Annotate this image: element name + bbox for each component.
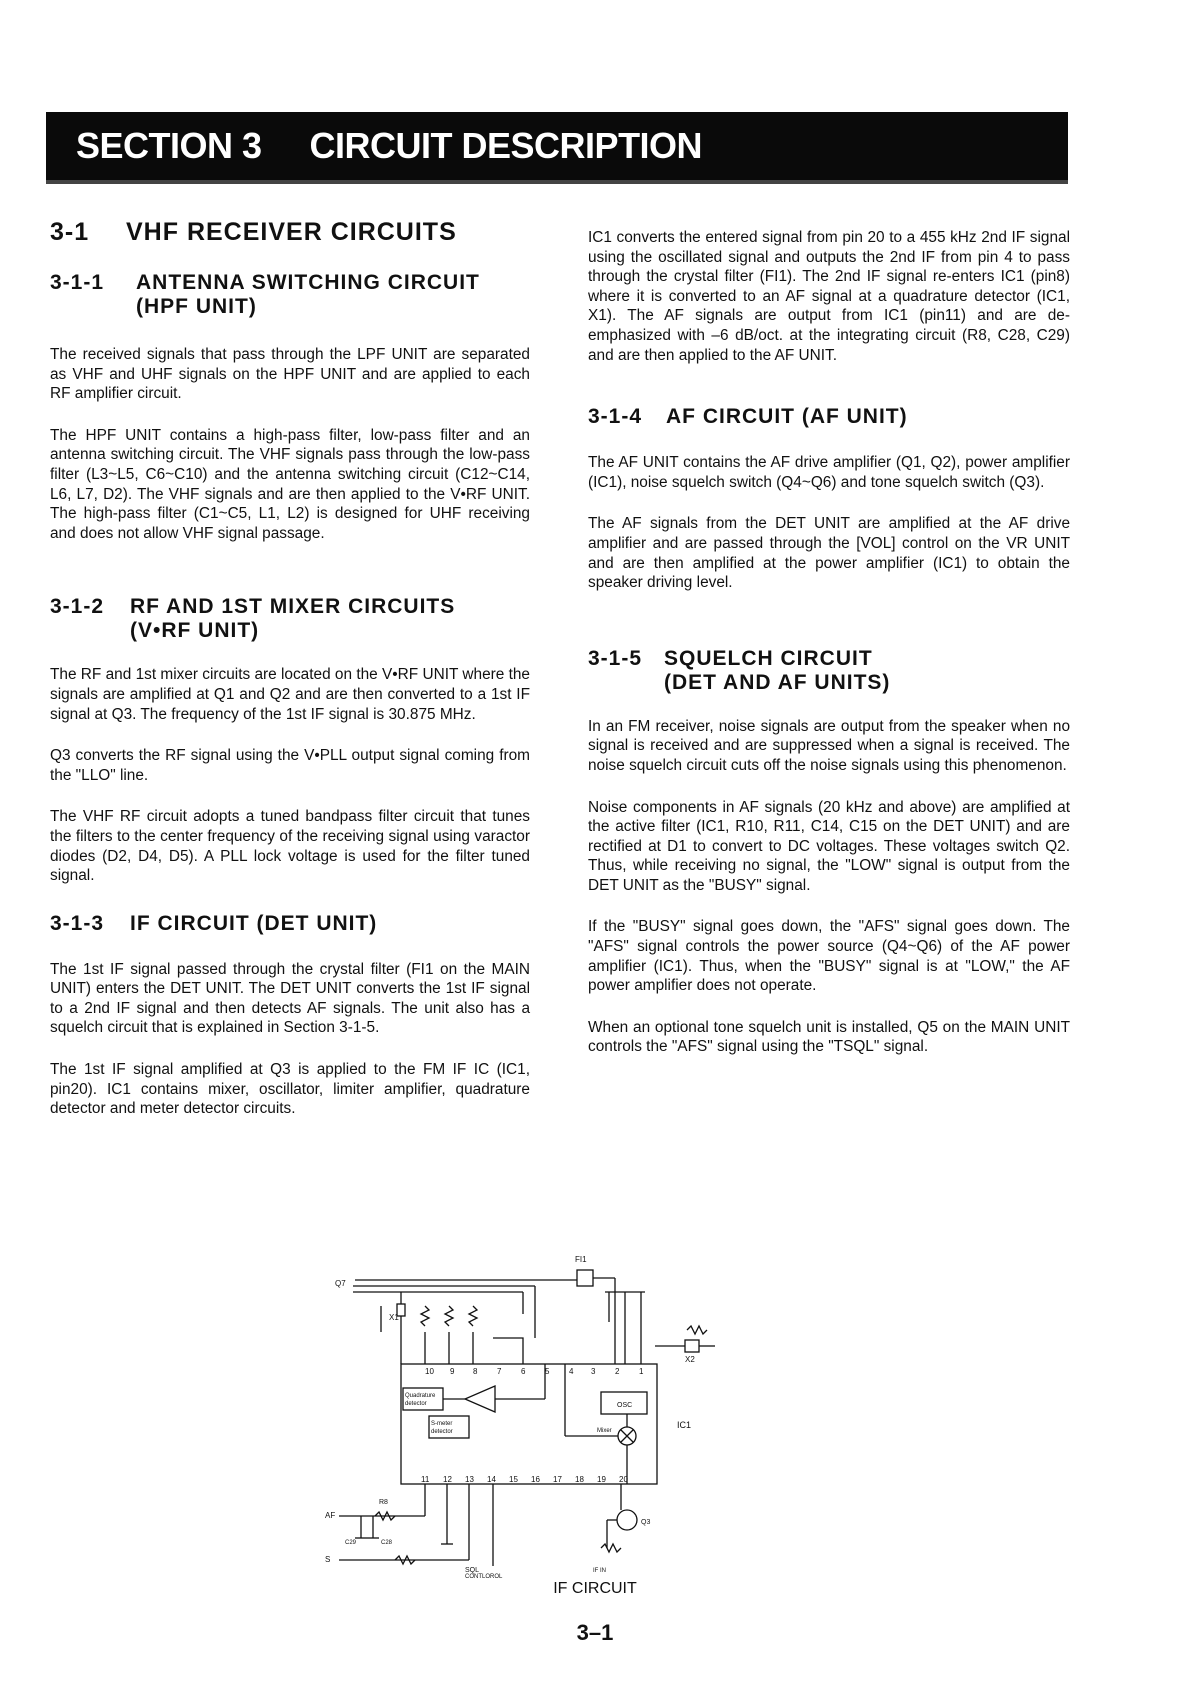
paragraph: The AF UNIT contains the AF drive amplifier (Q1, Q2), power amplifier (IC1), noise squelch switch (Q4~Q6) and tone squelch switch (Q3).: [588, 454, 1070, 491]
sql-control-label: CONTLOROL: [465, 1574, 503, 1578]
if-in-label: IF IN: [593, 1568, 606, 1574]
svg-text:5: 5: [545, 1367, 550, 1376]
svg-text:6: 6: [521, 1367, 526, 1376]
q3-transistor: [617, 1510, 637, 1530]
paragraph: If the "BUSY" signal goes down, the "AFS" signal goes down. The "AFS" signal controls the power source (Q4~Q6) of the AF power amplifier (IC1). Thus, when the "BUSY" signal is at "LOW," the AF power amplifier does not operate.: [588, 918, 1070, 995]
x2-label: X2: [685, 1355, 695, 1364]
paragraph: In an FM receiver, noise signals are output from the speaker when no signal is received and are suppressed when a signal is received. The noise squelch circuit cuts off the noise signals using this phenomenon.: [588, 717, 1070, 774]
heading-number: 3-1-3: [50, 911, 105, 935]
heading-3-1-3: [50, 912, 530, 936]
heading-3-1: [50, 218, 530, 247]
section-number: SECTION 3: [76, 125, 262, 166]
left-column: [50, 218, 530, 1119]
heading-3-1-1: [50, 271, 530, 319]
heading-line-2: (DET AND AF UNITS): [664, 670, 891, 694]
c29-label: C29: [345, 1540, 357, 1546]
af-label: AF: [325, 1511, 336, 1520]
right-column: [588, 228, 1070, 1057]
svg-text:13: 13: [465, 1475, 474, 1484]
svg-text:9: 9: [450, 1367, 455, 1376]
s-meter-label: S-meter: [431, 1421, 453, 1427]
svg-text:4: 4: [569, 1367, 574, 1376]
section-banner: [46, 112, 1068, 184]
heading-text: AF CIRCUIT (AF UNIT): [666, 405, 908, 429]
svg-text:20: 20: [619, 1475, 628, 1484]
heading-line-2: (V•RF UNIT): [130, 619, 260, 643]
quadrature-label: Quadrature: [405, 1393, 436, 1399]
pins-top: [425, 1367, 644, 1376]
figure-caption: IF CIRCUIT: [553, 1580, 637, 1597]
paragraph: The VHF RF circuit adopts a tuned bandpass filter circuit that tunes the filters to the center frequency of the receiving signal using varactor diodes (D2, D4, D5). A PLL lock voltage is used for the filter tuned signal.: [50, 808, 530, 885]
svg-text:2: 2: [615, 1367, 620, 1376]
q3-label: Q3: [641, 1519, 651, 1526]
pins-bottom: [421, 1475, 628, 1484]
heading-3-1-5: [588, 647, 1070, 695]
limiter-amplifier: [465, 1386, 495, 1412]
svg-text:15: 15: [509, 1475, 518, 1484]
heading-line-2: (HPF UNIT): [136, 295, 257, 318]
heading-number: 3-1-5: [588, 646, 643, 670]
heading-line-1: SQUELCH CIRCUIT: [664, 646, 873, 670]
detector-label: detector: [405, 1401, 427, 1407]
paragraph: The 1st IF signal passed through the crystal filter (FI1 on the MAIN UNIT) enters the DET UNIT. The DET UNIT converts the 1st IF signal to a 2nd IF signal and then detects AF signals. The unit also has a squelch circuit that is explained in Section 3-1-5.: [50, 960, 530, 1037]
paragraph: The RF and 1st mixer circuits are located on the V•RF UNIT where the signals are amplified at Q1 and Q2 and are then converted to a 1st IF signal at Q3. The frequency of the 1st IF signal is 30.875 MHz.: [50, 666, 530, 723]
svg-text:7: 7: [497, 1367, 502, 1376]
s-label: S: [325, 1555, 331, 1564]
if-circuit-schematic: [325, 1248, 785, 1578]
heading-line-1: RF AND 1ST MIXER CIRCUITS: [130, 595, 456, 619]
svg-text:8: 8: [473, 1367, 478, 1376]
paragraph: When an optional tone squelch unit is installed, Q5 on the MAIN UNIT controls the "AFS" signal using the "TSQL" signal.: [588, 1018, 1070, 1056]
svg-text:12: 12: [443, 1475, 452, 1484]
page-number: 3–1: [576, 1620, 614, 1645]
heading-text: [136, 271, 480, 319]
heading-text: IF CIRCUIT (DET UNIT): [130, 911, 378, 935]
svg-text:14: 14: [487, 1475, 496, 1484]
r8-label: R8: [379, 1499, 388, 1506]
svg-text:19: 19: [597, 1475, 606, 1484]
svg-text:18: 18: [575, 1475, 584, 1484]
sql-label: SQL: [465, 1567, 480, 1574]
paragraph: Q3 converts the RF signal using the V•PLL output signal coming from the "LLO" line.: [50, 747, 530, 784]
svg-text:17: 17: [553, 1475, 562, 1484]
paragraph: The 1st IF signal amplified at Q3 is applied to the FM IF IC (IC1, pin20). IC1 contains mixer, oscillator, limiter amplifier, quadrature detector and meter detector circuits.: [50, 1061, 530, 1118]
heading-3-1-2: [50, 595, 530, 643]
heading-text: [130, 595, 455, 643]
fi1-filter: [577, 1270, 593, 1286]
heading-text: [664, 647, 890, 695]
mixer-label: Mixer: [597, 1428, 612, 1434]
heading-number: 3-1: [50, 218, 90, 246]
heading-number: 3-1-2: [50, 595, 105, 619]
svg-text:10: 10: [425, 1367, 434, 1376]
section-title: CIRCUIT DESCRIPTION: [309, 125, 703, 166]
heading-text: VHF RECEIVER CIRCUITS: [126, 218, 457, 246]
s-meter-detector-label: detector: [431, 1429, 453, 1435]
paragraph: IC1 converts the entered signal from pin 20 to a 455 kHz 2nd IF signal using the oscillated signal and outputs the 2nd IF from pin 4 to pass through the crystal filter (FI1). The 2nd IF signal re-enters IC1 (pin8) where it is converted to an AF signal at a quadrature detector (IC1, X1). The AF signals are output from IC1 (pin11) and are de-emphasized with –6 dB/oct. at the integrating circuit (R8, C28, C29) and are then applied to the AF UNIT.: [588, 229, 1070, 364]
c28-label: C28: [381, 1540, 393, 1546]
heading-3-1-4: [588, 405, 1070, 429]
svg-text:16: 16: [531, 1475, 540, 1484]
paragraph: The AF signals from the DET UNIT are amplified at the AF drive amplifier and are passed through the [VOL] control on the VR UNIT and are then amplified at the power amplifier (IC1) to obtain the speaker driving level.: [588, 515, 1070, 592]
paragraph: Noise components in AF signals (20 kHz and above) are amplified at the active filter (IC1, R10, R11, C14, C15 on the DET UNIT) and are rectified at D1 to convert to DC voltages. These voltages switch Q2. Thus, while receiving no signal, the "LOW" signal is output from the DET UNIT as the "BUSY" signal.: [588, 798, 1070, 894]
svg-text:11: 11: [421, 1475, 430, 1484]
heading-number: 3-1-4: [588, 405, 643, 429]
svg-text:3: 3: [591, 1367, 596, 1376]
osc-label: OSC: [617, 1402, 633, 1409]
svg-text:1: 1: [639, 1367, 644, 1376]
fi1-label: FI1: [575, 1255, 587, 1264]
heading-line-1: ANTENNA SWITCHING CIRCUIT: [136, 271, 480, 294]
paragraph: The HPF UNIT contains a high-pass filter, low-pass filter and an antenna switching circuit. The VHF signals pass through the low-pass filter (L3~L5, C6~C10) and the antenna switching circuit (C12~C14, L6, L7, D2). The VHF signals and are then applied to the V•RF UNIT. The high-pass filter (C1~C5, L1, L2) is designed for UHF receiving and does not allow VHF signal passage.: [50, 426, 530, 542]
q7-label: Q7: [335, 1279, 346, 1288]
paragraph: The received signals that pass through the LPF UNIT are separated as VHF and UHF signals on the HPF UNIT and are applied to each RF amplifier circuit.: [50, 346, 530, 403]
x2-crystal: [685, 1340, 699, 1352]
x1-label: X1: [389, 1313, 399, 1322]
ic1-label: IC1: [677, 1420, 692, 1430]
heading-number: 3-1-1: [50, 271, 105, 294]
